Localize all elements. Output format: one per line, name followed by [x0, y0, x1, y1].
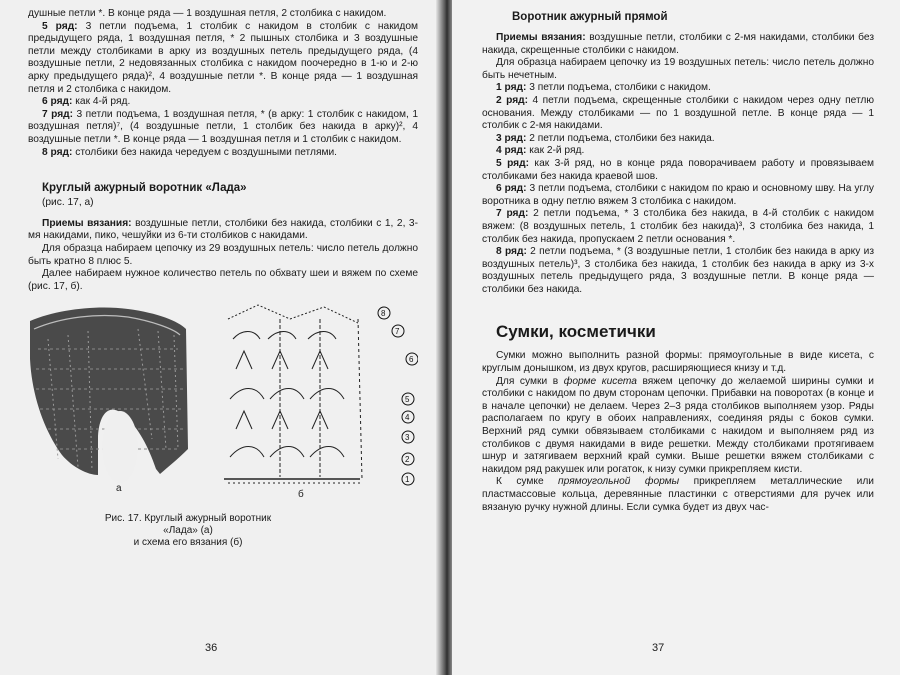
row-7-instruction: [482, 208, 874, 246]
caption-line: Рис. 17. Круглый ажурный воротник «Лада» (а): [104, 513, 272, 537]
row-text: 3 петли подъема, 1 воздушная петля, * (в арку: 1 столбик с накидом, 1 воздушная петля)⁷, (4 воздушные петли, 1 столбик без накида в арку)², 4 воздушные петли *. В конце ряда — 1 воздушная петля и 1 столбик с накидом.: [28, 108, 419, 145]
further-paragraph: Далее набираем нужное количество петель по обхвату шеи и вяжем по схеме (рис. 17, б).: [28, 268, 418, 292]
row-marker: 1: [405, 475, 410, 485]
row-text: 3 петли подъема, 1 столбик с накидом в столбик с накидом предыдущего ряда, 1 воздушная петля, * 2 пышных столбика и 3 воздушные петли между столбиками в арку из воздушных петель предыдущего ряда, (4 воздушные петли, 2 недовязанных столбика с накидом поочередно в 1-ю и 2-ю арку предыдущего ряда)², 4 воздушные петли *. В конце ряда — 1 воздушная петля и 2 столбика с накидом.: [28, 20, 418, 95]
row-label: 8 ряд:: [42, 146, 73, 158]
row-text: как 4-й ряд.: [72, 96, 131, 108]
row-markers: [378, 307, 418, 485]
row-6-instruction: [482, 183, 874, 208]
row-marker: 3: [405, 433, 410, 443]
row-marker: 8: [381, 309, 386, 319]
row-1-instruction: [482, 82, 874, 95]
caption-line: и схема его вязания (б): [133, 537, 243, 549]
left-page: [0, 0, 440, 675]
row-8-instruction: [482, 246, 874, 296]
row-text: 2 петли подъема, * 3 столбика без накида, в 4-й столбик с накидом вяжем: (8 воздушных петель, 1 столбик без накида)³, 3 столбика без накида, 1 столбик без накида, пропускаем 2 петли основания *.: [482, 208, 874, 245]
row-text: 3 петли подъема, столбики с накидом.: [526, 82, 711, 94]
row-text: 3 петли подъема, столбики с накидом по краю и основному шву. На углу воротника в одну петлю вяжем 3 столбика с накидом.: [482, 183, 874, 207]
figure-label-b: б: [298, 489, 304, 501]
row-label: 7 ряд:: [496, 208, 529, 220]
row-6-instruction: [28, 96, 418, 109]
row-label: 8 ряд:: [496, 246, 527, 258]
row-label: 2 ряд:: [496, 94, 529, 106]
row-7-instruction: [28, 109, 418, 147]
techniques-paragraph: [482, 32, 874, 57]
section-heading: Круглый ажурный воротник «Лада»: [42, 182, 247, 195]
row-text: столбики без накида чередуем с воздушными петлями.: [72, 146, 337, 158]
row-label: 5 ряд:: [496, 157, 529, 169]
row-text: 2 петли подъема, столбики без накида.: [526, 132, 715, 144]
row-text: 4 петли подъема, скрещенные столбики с накидом через одну петлю основания. Между столбиками — по 1 воздушной петле. В конце ряда — 1 столбик с 2-мя накидами.: [482, 94, 874, 132]
row-text: 2 петли подъема, * (3 воздушные петли, 1 столбик без накида в арку из воздушных петель)³, 3 столбика без накида, 1 столбик без накида в арку из 3-х воздушных петель предыдущего ряда, 3 воздушные петли. В конце ряда — столбики без накида.: [482, 246, 875, 295]
techniques-label: Приемы вязания:: [496, 32, 586, 43]
text-run: К сумке: [496, 476, 559, 488]
row-label: 7 ряд:: [42, 108, 74, 120]
techniques-text: воздушные петли, столбики с 2-мя накидами, столбики без накида, скрещенные столбики с накидом.: [482, 32, 874, 56]
row-marker: 7: [395, 327, 400, 337]
row-5-instruction: [482, 158, 874, 183]
italic-term: форме кисета: [563, 375, 637, 387]
page-number: 36: [205, 642, 218, 655]
crochet-chart: [224, 305, 362, 483]
text-run: прикрепляем металлические или пластмассовые кольца, деревянные пластинки с отверстиями для ручек или вязаную ручку нужной длины. Если сумка будет из двух час-: [482, 476, 874, 513]
row-marker: 2: [405, 455, 410, 465]
row-label: 6 ряд:: [496, 183, 527, 195]
rectangular-paragraph: [482, 476, 874, 514]
figure-caption: [88, 513, 288, 549]
row-label: 3 ряд:: [496, 132, 527, 144]
bags-intro-paragraph: Сумки можно выполнить разной формы: прямоугольные в виде кисета, с круглым донышком, из двух кругов, расширяющиеся книзу и т.д.: [482, 350, 874, 375]
italic-term: прямоугольной формы: [558, 476, 680, 488]
text-run: Для сумки в: [496, 375, 564, 387]
row-marker: 4: [405, 413, 410, 423]
figure-reference: (рис. 17, а): [42, 197, 94, 209]
row-3-instruction: [482, 133, 874, 146]
techniques-paragraph: [28, 218, 418, 243]
figure-label-a: а: [116, 483, 122, 495]
row-label: 5 ряд:: [42, 20, 78, 32]
row-marker: 6: [409, 355, 414, 365]
right-page: [452, 0, 900, 675]
text-run: вяжем цепочку до желаемой ширины сумки и столбики с накидом по двум сторонам цепочки. Прибавки на поворотах (в конце и в начале цепочки) не делаем. Через 2–3 ряда столбиков выполняем узор. Ряды располагаем по кругу в обоих направлениях, соединяя ряды с боков сумки. Верхний ряд сумки обвязываем столбиками с накидом и выполняем ряд из столбиков с двумя накидами в виде решетки. Между столбиками протягиваем шнур и затягиваем верхний край сумки. Выше решетки вяжем столбиками с накидом ряд ракушек или рогаток, к низу сумки прикрепляем кисти.: [482, 375, 874, 475]
techniques-label: Приемы вязания:: [42, 217, 132, 229]
collar-photo: [30, 308, 188, 484]
row-text: как 2-й ряд.: [526, 145, 585, 157]
row-5-instruction: [28, 21, 418, 97]
row-label: 1 ряд:: [496, 82, 527, 94]
row-marker: 5: [405, 395, 410, 405]
row-8-instruction: [28, 147, 418, 160]
page-number: 37: [652, 642, 665, 655]
sample-paragraph: Для образца набираем цепочку из 19 воздушных петель: число петель должно быть нечетным.: [482, 57, 874, 81]
chapter-title: Сумки, косметички: [496, 322, 656, 342]
row-text: как 3-й ряд, но в конце ряда поворачиваем работу и провязываем столбиками без накида краевой шов.: [482, 157, 874, 182]
row-4-instruction: [482, 145, 874, 158]
section-heading: Воротник ажурный прямой: [512, 11, 668, 23]
row-2-instruction: [482, 95, 874, 133]
figure-17: [28, 299, 418, 549]
paragraph-continuation: душные петли *. В конце ряда — 1 воздушная петля, 2 столбика с накидом.: [28, 8, 387, 19]
techniques-text: воздушные петли, столбики без накида, столбики с 1, 2, 3-мя накидами, пико, чешуйки из 6-ти столбиков с накидами.: [28, 217, 418, 242]
sample-paragraph: Для образца набираем цепочку из 29 воздушных петель: число петель должно быть кратно 8 плюс 5.: [28, 242, 418, 267]
figure-17-illustration: [28, 299, 418, 535]
row-label: 6 ряд:: [42, 96, 73, 108]
kiset-paragraph: [482, 376, 874, 477]
row-label: 4 ряд:: [496, 145, 527, 157]
